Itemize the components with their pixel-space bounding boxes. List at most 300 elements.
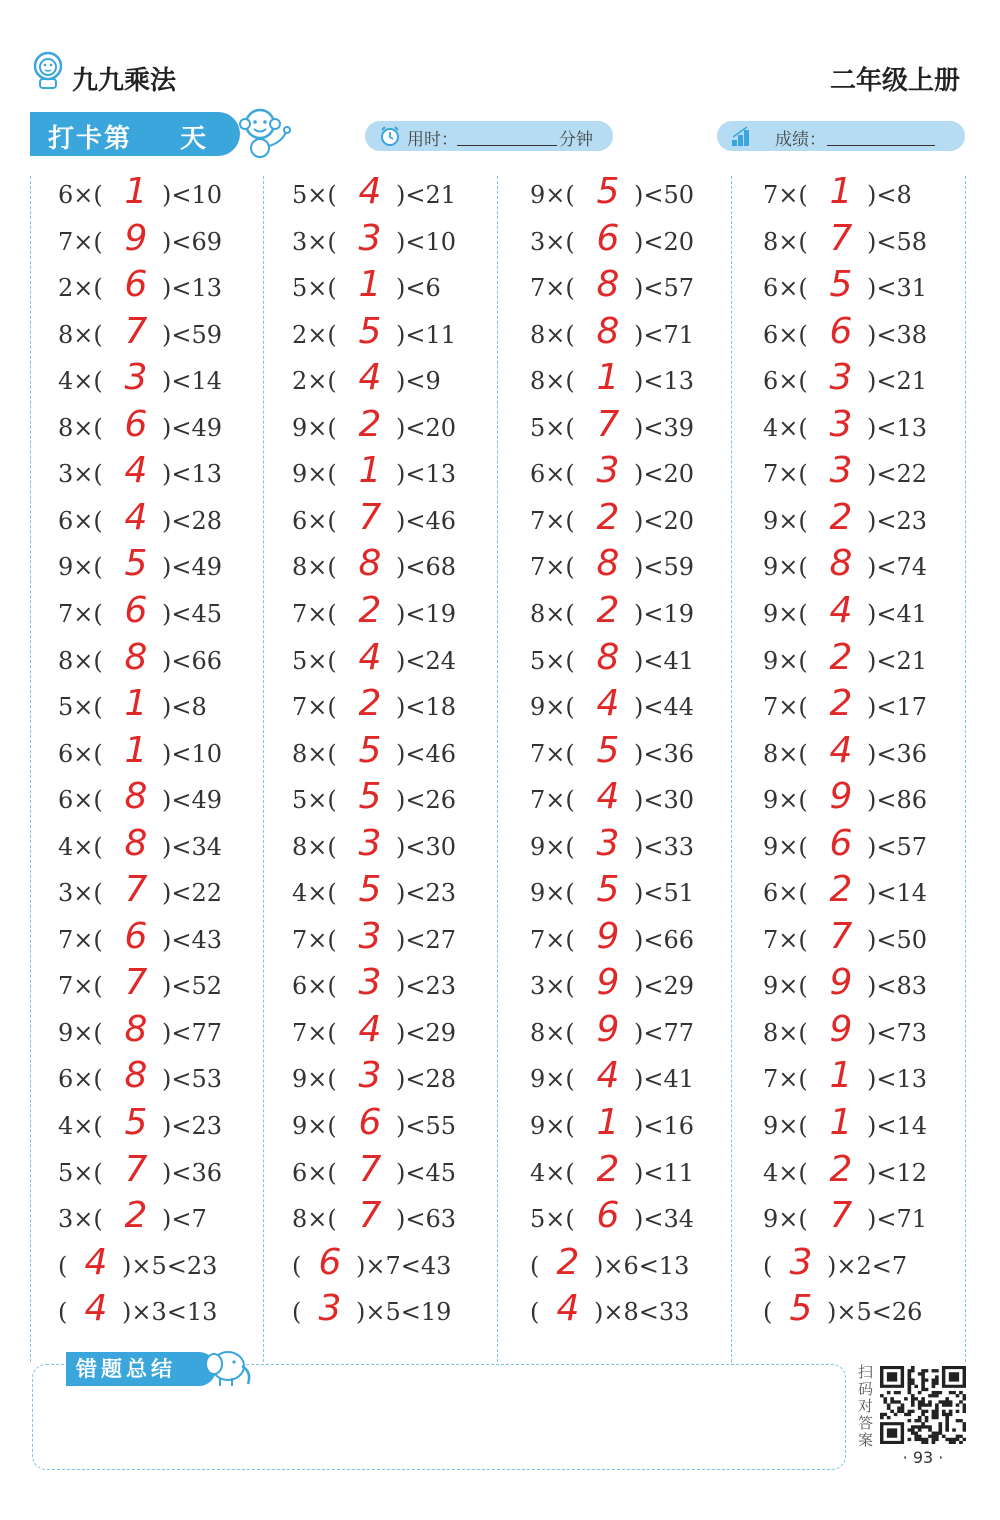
problem-row xyxy=(292,1241,452,1283)
time-used-field xyxy=(365,121,613,151)
answer-blank[interactable]: 1 xyxy=(124,729,148,771)
answer-blank[interactable]: 5 xyxy=(358,310,382,352)
problem-right: )<28 xyxy=(396,1065,457,1094)
answer-blank[interactable]: 4 xyxy=(84,1288,108,1330)
answer-blank[interactable]: 6 xyxy=(318,1241,342,1283)
problem-row xyxy=(292,217,457,259)
problem-right: )<77 xyxy=(634,1018,695,1047)
problem-row xyxy=(292,543,457,585)
answer-blank[interactable]: 5 xyxy=(124,1102,148,1143)
answer-blank[interactable]: 2 xyxy=(358,589,382,631)
problem-left: 6×( xyxy=(530,460,575,489)
problem-left: ( xyxy=(58,1298,68,1327)
problem-right: )<34 xyxy=(634,1205,695,1234)
problem-left: 6×( xyxy=(58,506,103,535)
answer-blank[interactable]: 4 xyxy=(358,1008,382,1050)
answer-blank[interactable]: 2 xyxy=(829,496,853,538)
answer-blank[interactable]: 3 xyxy=(596,450,620,492)
problem-left: 8×( xyxy=(763,227,808,256)
problem-right: )×8<33 xyxy=(594,1298,690,1327)
problem-left: 9×( xyxy=(763,786,808,815)
answer-blank[interactable]: 1 xyxy=(596,1102,620,1143)
problem-right: )×6<13 xyxy=(594,1251,690,1280)
answer-blank[interactable]: 8 xyxy=(596,636,620,678)
problem-left: 9×( xyxy=(530,879,575,908)
problem-right: )<83 xyxy=(867,972,928,1001)
answer-blank[interactable]: 8 xyxy=(124,636,148,678)
problem-right: )<58 xyxy=(867,227,928,256)
problem-left: 5×( xyxy=(58,1158,103,1187)
problem-row xyxy=(292,869,457,911)
problem-right: )<43 xyxy=(162,925,223,954)
answer-blank[interactable]: 7 xyxy=(829,1195,853,1237)
problem-right: )<13 xyxy=(634,367,695,396)
answer-blank[interactable]: 5 xyxy=(596,869,620,911)
problem-left: 5×( xyxy=(530,646,575,675)
column-divider xyxy=(263,176,264,1362)
problem-row xyxy=(763,636,928,678)
problem-right: )<36 xyxy=(162,1158,223,1187)
problem-row xyxy=(292,1288,452,1330)
problem-right: )<34 xyxy=(162,832,223,861)
answer-blank[interactable]: 9 xyxy=(829,1008,853,1050)
problem-left: 4×( xyxy=(58,367,103,396)
problem-right: )<23 xyxy=(162,1112,223,1140)
column-divider xyxy=(731,176,732,1362)
problem-left: 7×( xyxy=(530,786,575,815)
answer-blank[interactable]: 3 xyxy=(596,822,620,864)
problem-right: )×3<13 xyxy=(122,1298,218,1327)
problem-row xyxy=(292,636,457,678)
answer-blank[interactable]: 2 xyxy=(596,496,620,538)
answer-blank[interactable]: 4 xyxy=(829,589,853,631)
answer-blank[interactable]: 2 xyxy=(596,589,620,631)
answer-blank[interactable]: 4 xyxy=(556,1288,580,1330)
problem-left: 8×( xyxy=(292,1205,337,1234)
problem-left: 9×( xyxy=(763,972,808,1001)
answer-blank[interactable]: 4 xyxy=(124,496,148,538)
problem-row xyxy=(58,171,223,212)
answer-blank[interactable]: 5 xyxy=(124,543,148,585)
answer-blank[interactable]: 9 xyxy=(124,217,148,259)
problem-row xyxy=(58,729,223,771)
problem-left: 9×( xyxy=(763,832,808,861)
problem-right: )<41 xyxy=(867,599,928,628)
problem-row xyxy=(58,496,223,538)
answer-blank[interactable]: 2 xyxy=(358,683,382,725)
problem-right: )<36 xyxy=(634,739,695,768)
problem-row xyxy=(763,217,928,259)
problem-left: 3×( xyxy=(58,879,103,908)
answer-blank[interactable]: 6 xyxy=(124,264,148,306)
answer-blank[interactable]: 1 xyxy=(358,264,382,306)
problem-row xyxy=(58,636,223,678)
problem-right: )<13 xyxy=(867,1065,928,1094)
problem-right: )<22 xyxy=(867,460,928,489)
answer-blank[interactable]: 9 xyxy=(596,962,620,1004)
problem-row xyxy=(763,403,928,445)
answer-blank[interactable]: 7 xyxy=(358,1195,382,1237)
bar-steps-icon xyxy=(731,125,753,147)
answer-blank[interactable]: 9 xyxy=(829,962,853,1004)
mistake-summary-title: 错题总结 xyxy=(66,1352,216,1386)
answer-blank[interactable]: 8 xyxy=(358,543,382,585)
problem-row xyxy=(292,1055,457,1097)
problem-right: )<68 xyxy=(396,553,457,582)
problem-row xyxy=(58,869,223,911)
answer-blank[interactable]: 6 xyxy=(596,1195,620,1237)
answer-blank[interactable]: 8 xyxy=(596,264,620,306)
problem-left: 7×( xyxy=(530,739,575,768)
answer-blank[interactable]: 8 xyxy=(124,1055,148,1097)
answer-blank[interactable]: 4 xyxy=(358,636,382,678)
problem-row xyxy=(292,589,457,631)
problem-left: 7×( xyxy=(58,925,103,954)
answer-blank[interactable]: 7 xyxy=(829,915,853,957)
problem-right: )<21 xyxy=(396,181,457,209)
problem-left: 8×( xyxy=(292,553,337,582)
answer-blank[interactable]: 6 xyxy=(124,589,148,631)
problem-row xyxy=(763,1288,923,1330)
answer-blank[interactable]: 4 xyxy=(84,1241,108,1283)
problem-row xyxy=(763,496,928,538)
problem-right: )<23 xyxy=(396,972,457,1001)
problem-row xyxy=(58,776,223,818)
problem-left: 9×( xyxy=(530,693,575,722)
answer-blank[interactable]: 3 xyxy=(829,450,853,492)
answer-blank[interactable]: 1 xyxy=(358,450,382,492)
answer-blank[interactable]: 3 xyxy=(789,1241,813,1283)
problem-left: 7×( xyxy=(530,274,575,303)
answer-blank[interactable]: 3 xyxy=(358,962,382,1004)
problem-row xyxy=(763,264,928,306)
problem-left: 4×( xyxy=(58,1112,103,1140)
answer-blank[interactable]: 4 xyxy=(358,357,382,399)
answer-blank[interactable]: 5 xyxy=(596,729,620,771)
problem-right: )<69 xyxy=(162,227,223,256)
problem-right: )<9 xyxy=(396,367,441,396)
alarm-clock-icon xyxy=(379,125,401,147)
answer-blank[interactable]: 1 xyxy=(596,357,620,399)
problem-left: 7×( xyxy=(530,506,575,535)
problem-right: )<14 xyxy=(162,367,223,396)
problem-right: )<20 xyxy=(634,506,695,535)
problem-right: )<27 xyxy=(396,925,457,954)
answer-blank[interactable]: 3 xyxy=(829,403,853,445)
problem-row xyxy=(530,171,695,212)
answer-blank[interactable]: 3 xyxy=(358,822,382,864)
problem-right: )<26 xyxy=(396,786,457,815)
answer-blank[interactable]: 4 xyxy=(596,776,620,818)
answer-blank[interactable]: 8 xyxy=(124,822,148,864)
problem-right: )<49 xyxy=(162,413,223,442)
problem-right: )<13 xyxy=(162,460,223,489)
answer-blank[interactable]: 7 xyxy=(124,869,148,911)
problem-row xyxy=(58,543,223,585)
answer-blank[interactable]: 3 xyxy=(358,1055,382,1097)
answer-blank[interactable]: 4 xyxy=(358,171,382,212)
answer-blank[interactable]: 1 xyxy=(829,1055,853,1097)
problem-right: )<31 xyxy=(867,274,928,303)
problem-right: )×2<7 xyxy=(827,1251,908,1280)
problem-right: )×5<26 xyxy=(827,1298,923,1327)
problem-right: )<57 xyxy=(867,832,928,861)
answer-blank[interactable]: 1 xyxy=(829,171,853,212)
problem-row xyxy=(530,1008,695,1050)
problem-left: 8×( xyxy=(292,832,337,861)
problem-left: 9×( xyxy=(530,832,575,861)
problem-row xyxy=(763,869,928,911)
problem-left: 3×( xyxy=(530,227,575,256)
problem-right: )<30 xyxy=(634,786,695,815)
problem-left: 7×( xyxy=(530,553,575,582)
answer-blank[interactable]: 4 xyxy=(596,683,620,725)
answer-blank[interactable]: 2 xyxy=(124,1195,148,1237)
problem-left: 8×( xyxy=(530,367,575,396)
problem-left: 7×( xyxy=(763,693,808,722)
answer-blank[interactable]: 4 xyxy=(124,450,148,492)
problem-row xyxy=(763,1241,908,1283)
problem-right: )×7<43 xyxy=(356,1251,452,1280)
problem-row xyxy=(763,1195,928,1237)
answer-blank[interactable]: 8 xyxy=(596,310,620,352)
answer-blank[interactable]: 7 xyxy=(124,1148,148,1190)
qr-code-icon[interactable] xyxy=(880,1366,966,1444)
problem-row xyxy=(763,171,912,212)
problem-left: 3×( xyxy=(58,460,103,489)
problem-row xyxy=(58,1102,223,1143)
problem-row xyxy=(763,543,928,585)
problem-left: 2×( xyxy=(292,320,337,349)
problem-left: 8×( xyxy=(58,646,103,675)
problem-left: 6×( xyxy=(292,506,337,535)
answer-blank[interactable]: 5 xyxy=(358,776,382,818)
problem-row xyxy=(292,915,457,957)
answer-blank[interactable]: 2 xyxy=(829,683,853,725)
problem-row xyxy=(763,450,928,492)
answer-blank[interactable]: 7 xyxy=(358,1148,382,1190)
problem-right: )<6 xyxy=(396,274,441,303)
answer-blank[interactable]: 3 xyxy=(829,357,853,399)
answer-blank[interactable]: 5 xyxy=(358,729,382,771)
problem-right: )<22 xyxy=(162,879,223,908)
problem-right: )<36 xyxy=(867,739,928,768)
problem-right: )<71 xyxy=(634,320,695,349)
problem-right: )<8 xyxy=(867,181,912,209)
problem-row xyxy=(530,776,695,818)
answer-blank[interactable]: 6 xyxy=(124,915,148,957)
problem-row xyxy=(58,310,223,352)
problem-row xyxy=(292,822,457,864)
problem-row xyxy=(530,217,695,259)
problem-right: )<74 xyxy=(867,553,928,582)
time-blank-line[interactable] xyxy=(457,145,557,146)
problem-row xyxy=(58,1195,207,1237)
answer-blank[interactable]: 2 xyxy=(829,869,853,911)
problem-left: 6×( xyxy=(763,367,808,396)
answer-blank[interactable]: 6 xyxy=(829,822,853,864)
answer-blank[interactable]: 2 xyxy=(358,403,382,445)
problem-left: 7×( xyxy=(292,1018,337,1047)
answer-blank[interactable]: 4 xyxy=(596,1055,620,1097)
problem-row xyxy=(530,636,695,678)
problem-right: )<41 xyxy=(634,646,695,675)
answer-blank[interactable]: 7 xyxy=(358,496,382,538)
answer-blank[interactable]: 6 xyxy=(358,1102,382,1143)
problem-row xyxy=(292,496,457,538)
problem-left: 6×( xyxy=(763,274,808,303)
answer-blank[interactable]: 9 xyxy=(829,776,853,818)
answer-blank[interactable]: 8 xyxy=(124,776,148,818)
problem-left: 9×( xyxy=(292,460,337,489)
checkin-banner xyxy=(30,112,240,156)
problem-left: 6×( xyxy=(58,786,103,815)
problem-right: )<49 xyxy=(162,553,223,582)
problem-left: 9×( xyxy=(292,1112,337,1140)
problem-row xyxy=(58,1055,223,1097)
answer-blank[interactable]: 7 xyxy=(829,217,853,259)
answer-blank[interactable]: 2 xyxy=(556,1241,580,1283)
problem-right: )<52 xyxy=(162,972,223,1001)
grade-label: 二年级上册 xyxy=(829,66,960,96)
problem-right: )<53 xyxy=(162,1065,223,1094)
answer-blank[interactable]: 1 xyxy=(124,171,148,212)
problem-row xyxy=(530,1195,695,1237)
problem-left: 5×( xyxy=(58,693,103,722)
problem-row xyxy=(763,1055,928,1097)
answer-blank[interactable]: 1 xyxy=(124,683,148,725)
problem-row xyxy=(530,357,695,399)
problem-right: )<66 xyxy=(162,646,223,675)
problem-left: 3×( xyxy=(292,227,337,256)
problem-left: 8×( xyxy=(763,1018,808,1047)
problem-row xyxy=(530,450,695,492)
answer-blank[interactable]: 5 xyxy=(829,264,853,306)
problem-right: )<13 xyxy=(396,460,457,489)
problem-row xyxy=(292,776,457,818)
problem-left: 9×( xyxy=(763,1205,808,1234)
page-number: · 93 · xyxy=(902,1448,944,1467)
problem-right: )<21 xyxy=(867,646,928,675)
answer-blank[interactable]: 8 xyxy=(124,1008,148,1050)
problem-left: 8×( xyxy=(530,1018,575,1047)
problem-right: )<18 xyxy=(396,693,457,722)
answer-blank[interactable]: 6 xyxy=(596,217,620,259)
answer-blank[interactable]: 3 xyxy=(124,357,148,399)
problem-left: ( xyxy=(763,1251,773,1280)
problem-right: )<55 xyxy=(396,1112,457,1140)
problem-left: 9×( xyxy=(530,181,575,209)
answer-blank[interactable]: 2 xyxy=(596,1148,620,1190)
column-border-right xyxy=(965,176,966,1362)
problem-row xyxy=(58,1008,223,1050)
problem-right: )<57 xyxy=(634,274,695,303)
problem-row xyxy=(58,683,207,725)
problem-left: 6×( xyxy=(292,1158,337,1187)
problem-right: )<46 xyxy=(396,506,457,535)
problem-row xyxy=(763,1102,928,1143)
problem-row xyxy=(763,962,928,1004)
problem-left: 9×( xyxy=(530,1065,575,1094)
checkin-label: 打卡第 xyxy=(48,124,133,154)
problem-right: )<29 xyxy=(634,972,695,1001)
problem-right: )<19 xyxy=(634,599,695,628)
answer-blank[interactable]: 3 xyxy=(358,915,382,957)
answer-blank[interactable]: 7 xyxy=(124,310,148,352)
problem-right: )<44 xyxy=(634,693,695,722)
problem-left: 2×( xyxy=(292,367,337,396)
problem-left: 8×( xyxy=(763,739,808,768)
problem-left: 5×( xyxy=(530,1205,575,1234)
problem-left: 5×( xyxy=(292,274,337,303)
problem-row xyxy=(58,357,223,399)
problem-right: )<71 xyxy=(867,1205,928,1234)
problem-right: )<7 xyxy=(162,1205,207,1234)
problem-right: )<23 xyxy=(867,506,928,535)
problem-row xyxy=(292,1008,457,1050)
problem-right: )<11 xyxy=(396,320,457,349)
answer-blank[interactable]: 6 xyxy=(829,310,853,352)
problem-row xyxy=(292,450,457,492)
score-field xyxy=(717,121,965,151)
problem-left: 9×( xyxy=(530,1112,575,1140)
problem-right: )<20 xyxy=(396,413,457,442)
score-blank-line[interactable] xyxy=(827,145,935,146)
answer-blank[interactable]: 9 xyxy=(596,1008,620,1050)
problem-left: 5×( xyxy=(530,413,575,442)
answer-blank[interactable]: 8 xyxy=(596,543,620,585)
problem-right: )<33 xyxy=(634,832,695,861)
problem-right: )×5<23 xyxy=(122,1251,218,1280)
problem-left: 6×( xyxy=(58,181,103,209)
problem-right: )<12 xyxy=(867,1158,928,1187)
problem-row xyxy=(530,822,695,864)
problem-row xyxy=(58,915,223,957)
problem-right: )<8 xyxy=(162,693,207,722)
problem-left: 9×( xyxy=(763,1112,808,1140)
answer-blank[interactable]: 7 xyxy=(124,962,148,1004)
problem-left: 4×( xyxy=(292,879,337,908)
problem-row xyxy=(763,1008,928,1050)
problem-right: )<13 xyxy=(162,274,223,303)
problem-row xyxy=(763,1148,928,1190)
column-border-left xyxy=(30,176,31,1362)
answer-blank[interactable]: 3 xyxy=(358,217,382,259)
problem-right: )<39 xyxy=(634,413,695,442)
answer-blank[interactable]: 2 xyxy=(829,1148,853,1190)
answer-blank[interactable]: 8 xyxy=(829,543,853,585)
problem-left: 7×( xyxy=(763,1065,808,1094)
problem-left: 9×( xyxy=(763,506,808,535)
answer-blank[interactable]: 5 xyxy=(789,1288,813,1330)
problem-right: )<77 xyxy=(162,1018,223,1047)
problem-left: 6×( xyxy=(292,972,337,1001)
answer-blank[interactable]: 4 xyxy=(829,729,853,771)
answer-blank[interactable]: 3 xyxy=(318,1288,342,1330)
problem-right: )<50 xyxy=(867,925,928,954)
answer-blank[interactable]: 7 xyxy=(596,403,620,445)
answer-blank[interactable]: 9 xyxy=(596,915,620,957)
answer-blank[interactable]: 5 xyxy=(596,171,620,212)
answer-blank[interactable]: 2 xyxy=(829,636,853,678)
problem-row xyxy=(763,822,928,864)
problem-left: ( xyxy=(292,1298,302,1327)
lion-logo-icon xyxy=(30,50,66,90)
answer-blank[interactable]: 5 xyxy=(358,869,382,911)
answer-blank[interactable]: 6 xyxy=(124,403,148,445)
answer-blank[interactable]: 1 xyxy=(829,1102,853,1143)
problem-right: )<28 xyxy=(162,506,223,535)
